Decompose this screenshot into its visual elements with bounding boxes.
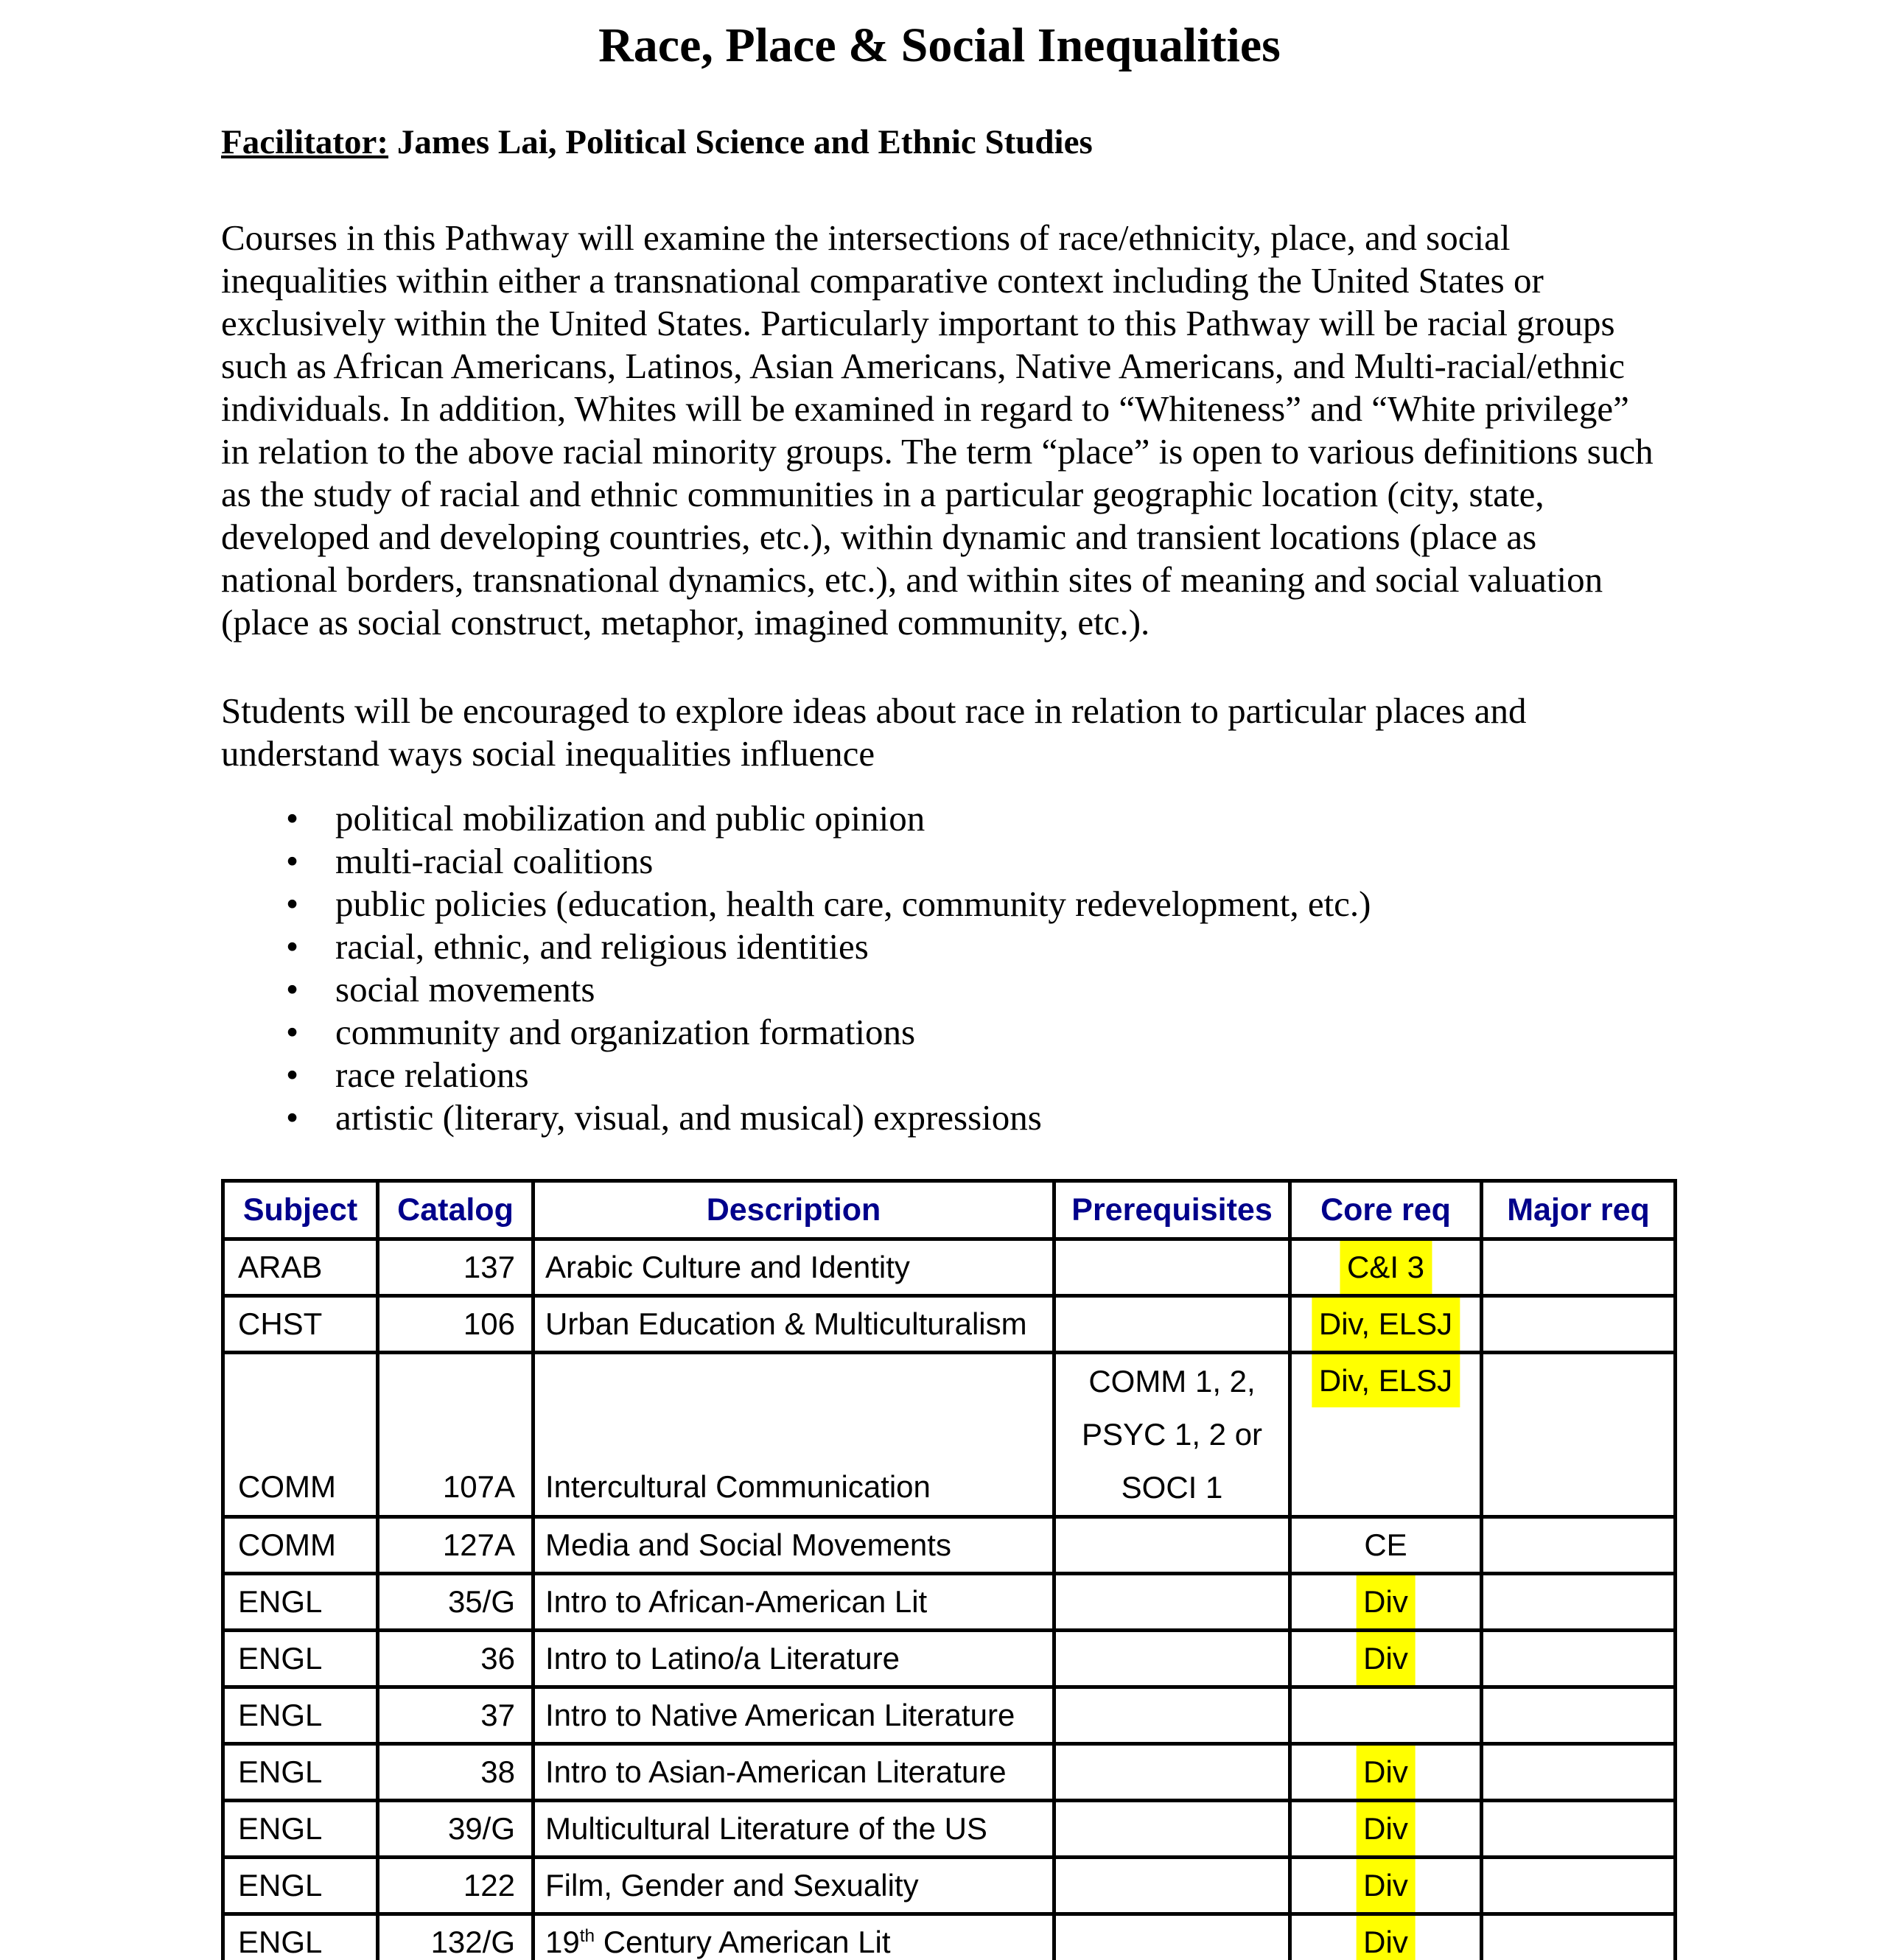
core-req-cell: CE <box>1290 1517 1482 1574</box>
catalog-cell: 37 <box>378 1687 533 1744</box>
catalog-cell: 106 <box>378 1296 533 1353</box>
description-cell: 19th Century American Lit <box>533 1914 1054 1960</box>
students-paragraph: Students will be encouraged to explore ideas about race in relation to particular places and understand ways social inequalities influence <box>221 690 1527 774</box>
highlighted-core-req: Div, ELSJ <box>1312 1298 1460 1351</box>
subject-cell: COMM <box>223 1517 378 1574</box>
prerequisites-cell <box>1054 1517 1290 1574</box>
catalog-cell: 107A <box>378 1353 533 1517</box>
facilitator-value: James Lai, Political Science and Ethnic Studies <box>388 123 1093 161</box>
major-req-cell <box>1482 1296 1676 1353</box>
description-cell: Urban Education & Multiculturalism <box>533 1296 1054 1353</box>
highlighted-core-req: C&I 3 <box>1340 1241 1432 1294</box>
table-row <box>223 1914 1676 1960</box>
table-row <box>223 1631 1676 1687</box>
subject-cell: ENGL <box>223 1631 378 1687</box>
major-req-cell <box>1482 1574 1676 1631</box>
major-req-cell <box>1482 1631 1676 1687</box>
core-req-cell <box>1290 1296 1482 1353</box>
major-req-cell <box>1482 1914 1676 1960</box>
catalog-cell: 39/G <box>378 1801 533 1858</box>
core-req-cell <box>1290 1631 1482 1687</box>
core-req-cell <box>1290 1239 1482 1296</box>
major-req-cell <box>1482 1744 1676 1801</box>
ordinal-superscript: th <box>579 1926 595 1946</box>
table-row <box>223 1239 1676 1296</box>
prerequisites-cell <box>1054 1574 1290 1631</box>
prerequisite-line: COMM 1, 2, <box>1088 1364 1256 1399</box>
prerequisites-cell <box>1054 1744 1290 1801</box>
prerequisites-cell <box>1054 1801 1290 1858</box>
subject-cell: ENGL <box>223 1744 378 1801</box>
table-row <box>223 1296 1676 1353</box>
subject-cell: ENGL <box>223 1914 378 1960</box>
table-row <box>223 1801 1676 1858</box>
bullet-item: • racial, ethnic, and religious identities <box>221 925 1658 968</box>
core-req-cell <box>1290 1858 1482 1914</box>
bullet-item: • multi-racial coalitions <box>221 840 1658 883</box>
column-header: Description <box>533 1181 1054 1239</box>
major-req-cell <box>1482 1517 1676 1574</box>
column-header: Prerequisites <box>1054 1181 1290 1239</box>
core-req-cell <box>1290 1353 1482 1517</box>
prerequisites-cell <box>1054 1914 1290 1960</box>
table-row <box>223 1744 1676 1801</box>
column-header: Subject <box>223 1181 378 1239</box>
bullet-item: • artistic (literary, visual, and musical) expressions <box>221 1096 1658 1139</box>
subject-cell: ENGL <box>223 1687 378 1744</box>
prerequisite-line: PSYC 1, 2 or <box>1081 1417 1263 1452</box>
facilitator-line <box>221 121 1658 164</box>
intro-paragraph: Courses in this Pathway will examine the intersections of race/ethnicity, place, and social inequalities within either a transnational comparative context including the United States or exclusively within the United States. Particularly important to this Pathway will be racial groups such as African Americans, Latinos, Asian Americans, Native Americans, and Multi-racial/ethnic individuals. In addition, Whites will be examined in regard to “Whiteness” and “White privilege” in relation to the above racial minority groups. The term “place” is open to various definitions such as the study of racial and ethnic communities in a particular geographic location (city, state, developed and developing countries, etc.), within dynamic and transient locations (place as national borders, transnational dynamics, etc.), and within sites of meaning and social valuation (place as social construct, metaphor, imagined community, etc.). <box>221 217 1654 643</box>
bullet-item: • community and organization formations <box>221 1011 1658 1054</box>
catalog-cell: 127A <box>378 1517 533 1574</box>
course-table-body <box>223 1239 1676 1960</box>
highlighted-core-req: Div, ELSJ <box>1312 1354 1460 1407</box>
subject-cell: ENGL <box>223 1574 378 1631</box>
major-req-cell <box>1482 1687 1676 1744</box>
description-cell: Arabic Culture and Identity <box>533 1239 1054 1296</box>
table-row <box>223 1353 1676 1517</box>
description-cell: Multicultural Literature of the US <box>533 1801 1054 1858</box>
description-cell: Film, Gender and Sexuality <box>533 1858 1054 1914</box>
description-cell: Intro to Native American Literature <box>533 1687 1054 1744</box>
major-req-cell <box>1482 1353 1676 1517</box>
subject-cell: COMM <box>223 1353 378 1517</box>
prerequisites-cell <box>1054 1858 1290 1914</box>
catalog-cell: 122 <box>378 1858 533 1914</box>
facilitator-label: Facilitator: <box>221 123 389 161</box>
highlighted-core-req: Div <box>1356 1575 1416 1628</box>
bullet-item: • race relations <box>221 1054 1658 1096</box>
catalog-cell: 132/G <box>378 1914 533 1960</box>
column-header: Core req <box>1290 1181 1482 1239</box>
prerequisites-cell <box>1054 1239 1290 1296</box>
catalog-cell: 35/G <box>378 1574 533 1631</box>
prerequisites-cell <box>1054 1687 1290 1744</box>
core-req-cell <box>1290 1801 1482 1858</box>
description-cell: Media and Social Movements <box>533 1517 1054 1574</box>
table-header-row <box>223 1181 1676 1239</box>
highlighted-core-req: Div <box>1356 1802 1416 1855</box>
prerequisites-cell <box>1054 1353 1290 1517</box>
prerequisites-cell <box>1054 1631 1290 1687</box>
major-req-cell <box>1482 1858 1676 1914</box>
table-row <box>223 1858 1676 1914</box>
catalog-cell: 38 <box>378 1744 533 1801</box>
table-row <box>223 1574 1676 1631</box>
description-cell: Intro to African-American Lit <box>533 1574 1054 1631</box>
subject-cell: CHST <box>223 1296 378 1353</box>
catalog-cell: 137 <box>378 1239 533 1296</box>
core-req-cell <box>1290 1744 1482 1801</box>
core-req-cell <box>1290 1687 1482 1744</box>
core-req-cell <box>1290 1914 1482 1960</box>
table-row <box>223 1517 1676 1574</box>
major-req-cell <box>1482 1801 1676 1858</box>
prerequisites-cell <box>1054 1296 1290 1353</box>
major-req-cell <box>1482 1239 1676 1296</box>
influence-topics-list <box>221 797 1658 1139</box>
column-header: Major req <box>1482 1181 1676 1239</box>
highlighted-core-req: Div <box>1356 1859 1416 1912</box>
highlighted-core-req: Div <box>1356 1916 1416 1960</box>
page-title: Race, Place & Social Inequalities <box>598 18 1281 72</box>
description-cell: Intercultural Communication <box>533 1353 1054 1517</box>
description-cell: Intro to Asian-American Literature <box>533 1744 1054 1801</box>
subject-cell: ENGL <box>223 1858 378 1914</box>
highlighted-core-req: Div <box>1356 1746 1416 1799</box>
column-header: Catalog <box>378 1181 533 1239</box>
bullet-item: • social movements <box>221 968 1658 1011</box>
core-req-cell <box>1290 1574 1482 1631</box>
table-row <box>223 1687 1676 1744</box>
bullet-item: • political mobilization and public opinion <box>221 797 1658 840</box>
catalog-cell: 36 <box>378 1631 533 1687</box>
subject-cell: ENGL <box>223 1801 378 1858</box>
course-table <box>221 1179 1677 1960</box>
prerequisite-line: SOCI 1 <box>1121 1470 1223 1505</box>
highlighted-core-req: Div <box>1356 1632 1416 1685</box>
bullet-item: • public policies (education, health care, community redevelopment, etc.) <box>221 883 1658 925</box>
description-cell: Intro to Latino/a Literature <box>533 1631 1054 1687</box>
subject-cell: ARAB <box>223 1239 378 1296</box>
